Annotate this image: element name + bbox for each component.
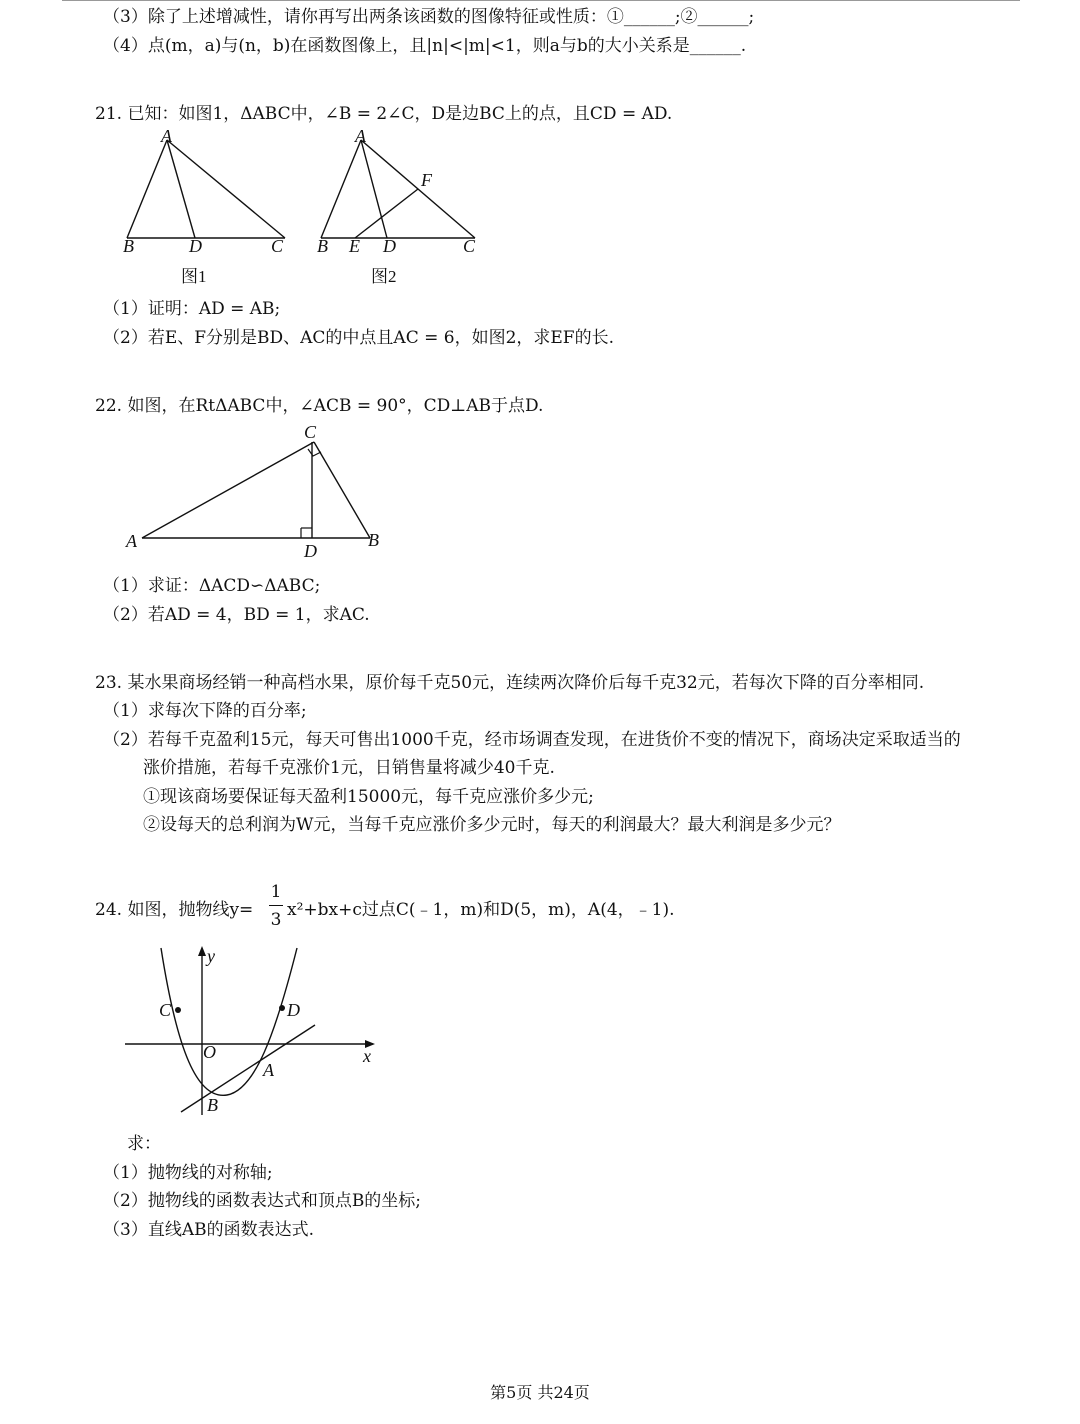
- fig2-label-d: D: [383, 236, 396, 256]
- q24-label-o: O: [203, 1042, 216, 1062]
- q22-figure: [118, 418, 398, 568]
- q24-fraction-numerator: 1: [270, 882, 282, 902]
- q24-part2: （2）抛物线的函数表达式和顶点B的坐标;: [103, 1191, 422, 1211]
- q24-label-c: C: [159, 1000, 172, 1020]
- q22-stem: 22. 如图，在RtΔABC中，∠ACB = 90°，CD⊥AB于点D.: [95, 396, 544, 416]
- q24-ask: 求：: [127, 1134, 161, 1154]
- q23-part2-sub1: ①现该商场要保证每天盈利15000元，每千克应涨价多少元;: [143, 787, 594, 807]
- page-footer: 第5页 共24页: [490, 1383, 590, 1402]
- q20-part3: （3）除了上述增减性，请你再写出两条该函数的图像特征或性质：①______;②______;: [103, 7, 755, 27]
- q24-label-b: B: [207, 1095, 218, 1115]
- q23-part2-line1: （2）若每千克盈利15元，每天可售出1000千克，经市场调查发现，在进货价不变的情况下，商场决定采取适当的: [103, 730, 961, 750]
- q23-stem: 23. 某水果商场经销一种高档水果，原价每千克50元，连续两次降价后每千克32元，若每次下降的百分率相同.: [95, 673, 925, 693]
- q24-stem-end: x²+bx+c过点C(﹣1，m)和D(5，m)，A(4，﹣1).: [287, 900, 675, 920]
- q22-part1: （1）求证：ΔACD∽ΔABC;: [103, 576, 321, 596]
- q21-part1: （1）证明：AD = AB;: [103, 299, 281, 319]
- fig1-label-b: B: [123, 236, 134, 256]
- q23-part1: （1）求每次下降的百分率;: [103, 701, 307, 721]
- q21-figures: [115, 128, 495, 288]
- q24-label-y: y: [207, 946, 215, 966]
- fig1-label-c: C: [271, 236, 284, 256]
- fig1-label-a: A: [161, 128, 172, 146]
- q23-part2-sub2: ②设每天的总利润为W元，当每千克应涨价多少元时，每天的利润最大？最大利润是多少元？: [143, 815, 841, 835]
- q24-figure: [115, 940, 390, 1125]
- q24-part1: （1）抛物线的对称轴;: [103, 1163, 273, 1183]
- fig1-label-d: D: [189, 236, 202, 256]
- q24-label-x: x: [363, 1046, 371, 1066]
- fig2-label-f: F: [421, 170, 432, 190]
- q22-label-d: D: [304, 541, 317, 561]
- q21-figure-2: [317, 128, 476, 286]
- fig2-label-e: E: [349, 236, 360, 256]
- q24-part3: （3）直线AB的函数表达式.: [103, 1220, 314, 1240]
- q20-part4: （4）点(m，a)与(n，b)在函数图像上，且|n|<|m|<1，则a与b的大小关系是______.: [103, 36, 747, 56]
- fig2-label-a: A: [355, 128, 366, 146]
- fig1-caption: 图1: [181, 267, 207, 286]
- q22-part2: （2）若AD = 4，BD = 1，求AC.: [103, 605, 370, 625]
- q22-label-b: B: [368, 530, 379, 550]
- q24-label-d: D: [287, 1000, 300, 1020]
- q24-label-a: A: [263, 1060, 274, 1080]
- q23-part2-line2: 涨价措施，若每千克涨价1元，日销售量将减少40千克.: [143, 758, 555, 778]
- q24-stem-start: 24. 如图，抛物线y=: [95, 900, 254, 920]
- q21-figure-1: [123, 128, 285, 286]
- q22-label-c: C: [304, 422, 317, 442]
- q21-stem: 21. 已知：如图1，ΔABC中，∠B = 2∠C，D是边BC上的点，且CD = AD.: [95, 104, 673, 124]
- q22-label-a: A: [126, 531, 137, 551]
- fig2-label-c: C: [463, 236, 476, 256]
- fig2-label-b: B: [317, 236, 328, 256]
- fig2-caption: 图2: [371, 267, 397, 286]
- page-top-border: [62, 0, 1020, 1]
- q24-fraction-bar: [269, 905, 283, 906]
- q21-part2: （2）若E、F分别是BD、AC的中点且AC = 6，如图2，求EF的长.: [103, 328, 615, 348]
- q24-fraction-denominator: 3: [270, 910, 282, 930]
